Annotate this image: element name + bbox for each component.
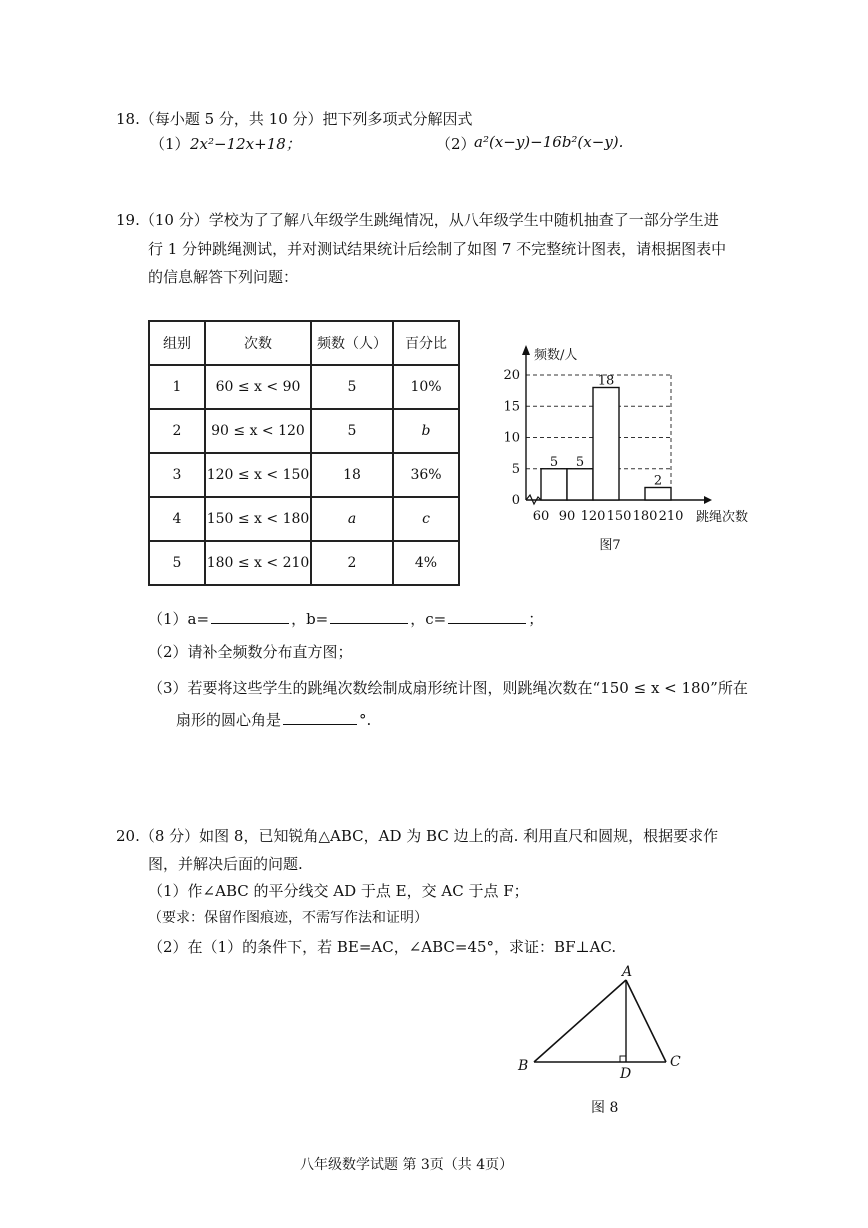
- table-cell: 3: [149, 453, 205, 497]
- q20-requirement-note: （要求：保留作图痕迹，不需写作法和证明）: [148, 910, 428, 926]
- answer-blank-a[interactable]: [211, 609, 289, 624]
- x-axis-label: 跳绳次数: [696, 510, 749, 525]
- point-label-d: D: [620, 1066, 632, 1080]
- x-tick-label: 120: [580, 509, 606, 524]
- table-cell: 150 ≤ x < 180: [205, 497, 311, 541]
- q19-sub3-line-1: （3）若要将这些学生的跳绳次数绘制成扇形统计图，则跳绳次数在“150 ≤ x < 180”所在: [148, 679, 748, 697]
- table-cell: 5: [311, 409, 393, 453]
- q19-sub1-end: ；: [528, 610, 544, 628]
- table-cell: b: [393, 409, 459, 453]
- bar-value-label: 5: [575, 454, 585, 470]
- table-header-cell: 组别: [149, 321, 205, 365]
- q18-heading: 18.（每小题 5 分，共 10 分）把下列多项式分解因式: [116, 110, 473, 128]
- q20-text-line-2: 图，并解决后面的问题.: [148, 855, 303, 873]
- q18-part1-expression: 2x²−12x+18；: [190, 135, 301, 153]
- frequency-table: [148, 320, 460, 586]
- table-cell: 4%: [393, 541, 459, 585]
- point-label-c: C: [670, 1054, 681, 1070]
- bar-value-label: 2: [653, 473, 663, 489]
- bar-value-label: 5: [549, 454, 559, 470]
- q19-text-line-2: 行 1 分钟跳绳测试，并对测试结果统计后绘制了如图 7 不完整统计图表，请根据图表中: [148, 240, 727, 258]
- histogram-bar: [541, 469, 567, 500]
- figure-8-caption: 图 8: [591, 1100, 619, 1116]
- table-cell: 180 ≤ x < 210: [205, 541, 311, 585]
- table-cell: 120 ≤ x < 150: [205, 453, 311, 497]
- table-row: [149, 409, 459, 453]
- y-tick-label: 5: [511, 461, 520, 477]
- y-axis-label: 频数/人: [534, 348, 578, 363]
- q19-sub1-c-label: ，c=: [410, 610, 447, 628]
- x-tick-label: 210: [658, 509, 684, 524]
- q18-part1-number: （1）: [150, 135, 190, 153]
- y-tick-label: 20: [503, 368, 520, 383]
- table-cell: 18: [311, 453, 393, 497]
- q19-sub1-a-label: （1）a=: [148, 610, 210, 628]
- table-row: [149, 365, 459, 409]
- table-cell: 10%: [393, 365, 459, 409]
- right-angle-mark: [620, 1056, 626, 1062]
- q20-text-line-3: （1）作∠ABC 的平分线交 AD 于点 E，交 AC 于点 F；: [148, 882, 529, 900]
- point-label-a: A: [622, 964, 633, 980]
- answer-blank-c[interactable]: [448, 609, 526, 624]
- figure-7-caption: 图7: [599, 538, 621, 553]
- q20-text-line-1: 20.（8 分）如图 8，已知锐角△ABC，AD 为 BC 边上的高. 利用直尺和圆规，根据要求作: [116, 827, 719, 845]
- table-cell: a: [311, 497, 393, 541]
- histogram-bar: [593, 388, 619, 501]
- y-tick-label: 15: [503, 399, 520, 415]
- table-header-cell: 频数（人）: [311, 321, 393, 365]
- triangle-figure: [512, 960, 702, 1080]
- y-axis-arrow: [522, 345, 530, 355]
- answer-blank-b[interactable]: [330, 609, 408, 624]
- point-label-b: B: [518, 1058, 529, 1074]
- q18-part2-expression: a²(x−y)−16b²(x−y).: [474, 133, 624, 151]
- table-cell: 1: [149, 365, 205, 409]
- page-footer: 八年级数学试题 第 3页（共 4页）: [300, 1157, 514, 1173]
- answer-blank-angle[interactable]: [283, 710, 357, 725]
- table-cell: c: [393, 497, 459, 541]
- segment-ac: [626, 980, 666, 1062]
- table-cell: 5: [149, 541, 205, 585]
- histogram-bar: [645, 488, 671, 501]
- table-cell: 60 ≤ x < 90: [205, 365, 311, 409]
- q19-text-line-3: 的信息解答下列问题：: [148, 268, 299, 286]
- table-header-cell: 百分比: [393, 321, 459, 365]
- table-cell: 2: [149, 409, 205, 453]
- table-header-cell: 次数: [205, 321, 311, 365]
- x-tick-label: 90: [558, 509, 576, 524]
- table-row: [149, 541, 459, 585]
- x-tick-label: 60: [532, 509, 550, 524]
- q19-sub3-line-2: [176, 709, 371, 730]
- y-tick-label: 0: [511, 493, 520, 508]
- q19-text-line-1: 19.（10 分）学校为了了解八年级学生跳绳情况，从八年级学生中随机抽查了一部分学生进: [116, 211, 719, 229]
- table-cell: 2: [311, 541, 393, 585]
- q20-text-line-5: （2）在（1）的条件下，若 BE=AC，∠ABC=45°，求证：BF⊥AC.: [148, 938, 617, 956]
- bar-value-label: 18: [597, 373, 615, 389]
- frequency-histogram: [490, 335, 780, 565]
- y-tick-label: 10: [503, 430, 520, 446]
- histogram-bar: [567, 469, 593, 500]
- x-tick-label: 180: [632, 509, 658, 524]
- table-header-row: [149, 321, 459, 365]
- segment-ab: [534, 980, 626, 1062]
- q19-sub2: （2）请补全频数分布直方图；: [148, 643, 353, 661]
- table-cell: 36%: [393, 453, 459, 497]
- q19-sub1-b-label: ，b=: [291, 610, 329, 628]
- table-row: [149, 497, 459, 541]
- table-cell: 4: [149, 497, 205, 541]
- q19-sub1: [148, 608, 543, 629]
- q19-sub3-end: °.: [359, 711, 372, 729]
- table-row: [149, 453, 459, 497]
- x-axis-arrow: [704, 496, 712, 504]
- q18-part2-number: （2）: [436, 135, 476, 153]
- table-cell: 5: [311, 365, 393, 409]
- x-tick-label: 150: [606, 509, 632, 524]
- q19-sub3-text: 扇形的圆心角是: [176, 711, 282, 729]
- table-cell: 90 ≤ x < 120: [205, 409, 311, 453]
